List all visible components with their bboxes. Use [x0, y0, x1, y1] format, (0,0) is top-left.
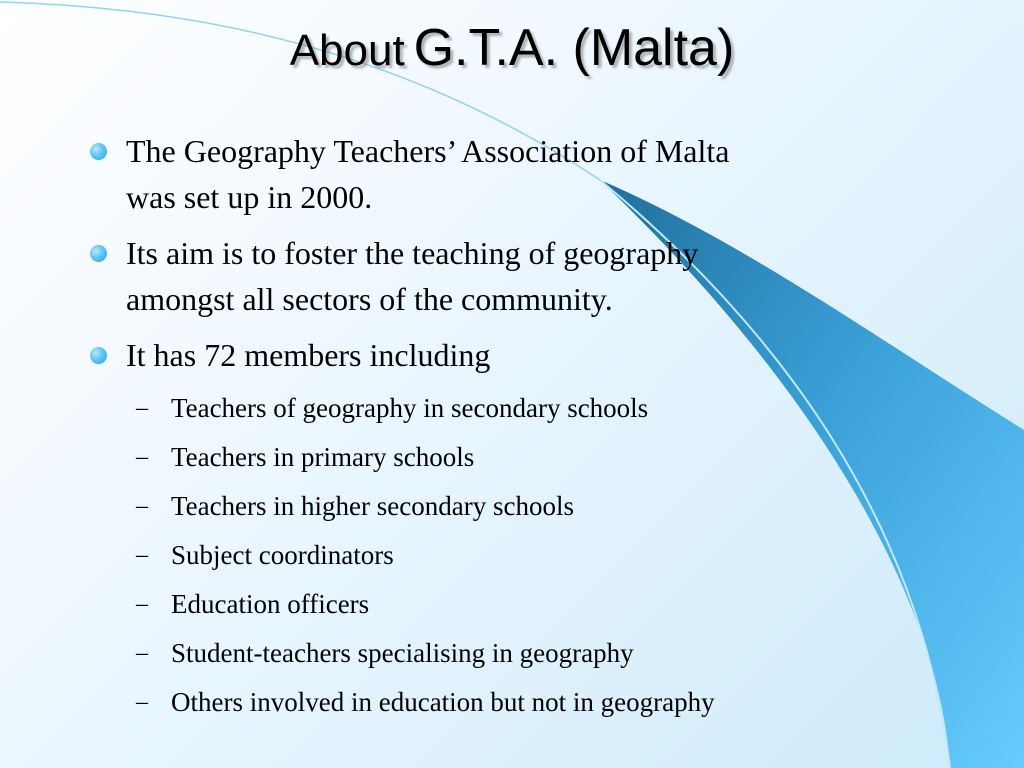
bullet-dot-icon [90, 143, 107, 160]
sub-list-item [90, 482, 890, 531]
bullet-item [90, 230, 890, 322]
sub-item-text: Others involved in education but not in geography [171, 687, 715, 717]
sub-item-text: Subject coordinators [171, 540, 394, 570]
bullet-text-line: It has 72 members including [126, 337, 491, 373]
dash-icon: – [136, 689, 148, 715]
bullet-dot-icon [90, 245, 107, 262]
bullet-dot-icon [90, 347, 107, 364]
slide-title-main: G.T.A. (Malta) [413, 19, 735, 77]
dash-icon: – [136, 395, 148, 421]
sub-list-item [90, 384, 890, 433]
slide-title [0, 19, 1024, 77]
bullet-text-line: was set up in 2000. [126, 179, 373, 215]
sub-list-item [90, 531, 890, 580]
dash-icon: – [136, 542, 148, 568]
sub-item-text: Student-teachers specialising in geography [171, 638, 634, 668]
sub-item-text: Teachers of geography in secondary schools [171, 393, 649, 423]
dash-icon: – [136, 591, 148, 617]
sub-list-item [90, 678, 890, 727]
bullet-text-line: Its aim is to foster the teaching of geography [126, 235, 699, 271]
sub-list-item [90, 433, 890, 482]
slide-title-prefix: About [289, 26, 405, 75]
bullet-item [90, 128, 890, 220]
bullet-list [90, 128, 890, 727]
dash-icon: – [136, 640, 148, 666]
bullet-text-line: amongst all sectors of the community. [126, 281, 613, 317]
sub-list-item [90, 580, 890, 629]
sub-list-item [90, 629, 890, 678]
sub-item-text: Education officers [171, 589, 370, 619]
bullet-text-line: The Geography Teachers’ Association of Malta [126, 133, 730, 169]
dash-icon: – [136, 444, 148, 470]
dash-icon: – [136, 493, 148, 519]
sub-item-text: Teachers in primary schools [171, 442, 475, 472]
sub-item-text: Teachers in higher secondary schools [171, 491, 574, 521]
bullet-item [90, 332, 890, 378]
sub-bullet-list [90, 384, 890, 727]
